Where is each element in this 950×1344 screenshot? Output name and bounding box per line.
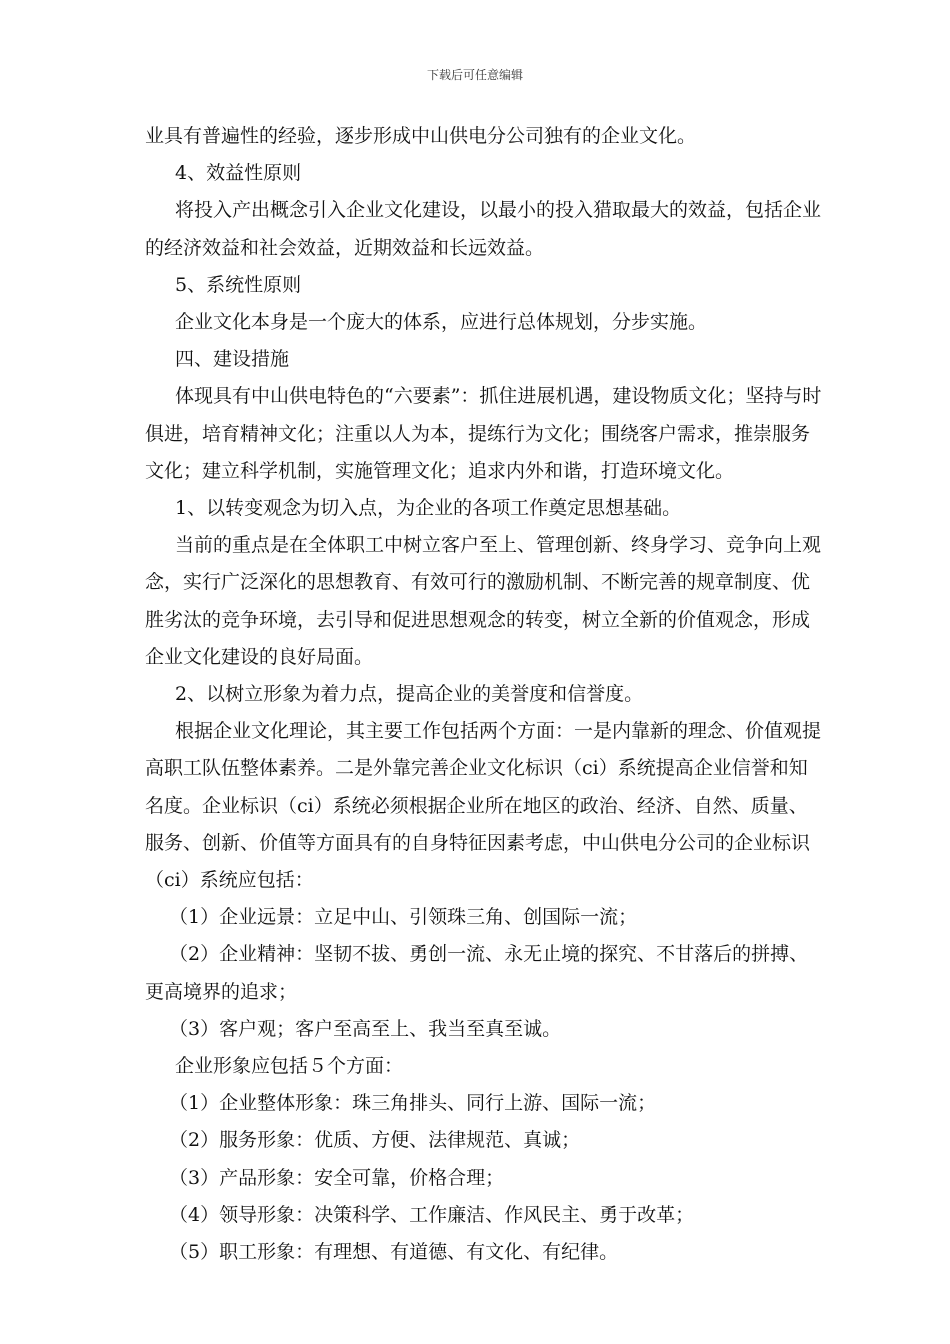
paragraph: 将投入产出概念引入企业文化建设，以最小的投入猎取最大的效益，包括企业的经济效益和社会效益，近期效益和长远效益。 — [145, 199, 822, 259]
paragraph: 企业形象应包括５个方面： — [175, 1055, 404, 1078]
paragraph: 企业文化本身是一个庞大的体系，应进行总体规划，分步实施。 — [175, 311, 708, 334]
list-item: （2）企业精神：坚韧不拔、勇创一流、永无止境的探究、不甘落后的拼搏、更高境界的追求； — [145, 943, 809, 1003]
section-heading: 1、以转变观念为切入点，为企业的各项工作奠定思想基础。 — [175, 497, 682, 520]
list-item: （5）职工形象：有理想、有道德、有文化、有纪律。 — [169, 1241, 619, 1264]
page-header: 下载后可任意编辑 — [426, 68, 523, 82]
document-body — [145, 118, 825, 1271]
section-heading: 2、以树立形象为着力点，提高企业的美誉度和信誉度。 — [175, 683, 644, 706]
list-item: （3）产品形象：安全可靠，价格合理； — [169, 1166, 505, 1189]
list-item: （4）领导形象：决策科学、工作廉洁、作风民主、勇于改革； — [169, 1203, 695, 1226]
section-heading: 5、系统性原则 — [175, 273, 302, 296]
paragraph: 业具有普遍性的经验，逐步形成中山供电分公司独有的企业文化。 — [145, 125, 697, 147]
paragraph: 体现具有中山供电特色的“六要素”：抓住进展机遇，建设物质文化；坚持与时俱进，培育精神文化；注重以人为本，提练行为文化；围绕客户需求，推崇服务文化；建立科学机制，实施管理文化；追求内外和谐，打造环境文化。 — [145, 385, 822, 482]
section-heading: 4、效益性原则 — [175, 162, 302, 185]
section-heading: 四、建设措施 — [175, 348, 290, 371]
list-item: （1）企业远景：立足中山、引领珠三角、创国际一流； — [169, 906, 638, 929]
list-item: （2）服务形象：优质、方便、法律规范、真诚； — [169, 1129, 581, 1152]
list-item: （1）企业整体形象：珠三角排头、同行上游、国际一流； — [169, 1092, 657, 1115]
paragraph: 当前的重点是在全体职工中树立客户至上、管理创新、终身学习、竞争向上观念，实行广泛深化的思想教育、有效可行的激励机制、不断完善的规章制度、优胜劣汰的竞争环境，去引导和促进思想观念的转变，树立全新的价值观念，形成企业文化建设的良好局面。 — [145, 534, 822, 668]
paragraph: 根据企业文化理论，其主要工作包括两个方面：一是内靠新的理念、价值观提高职工队伍整体素养。二是外靠完善企业文化标识（ci）系统提高企业信誉和知名度。企业标识（ci）系统必须根据企业所在地区的政治、经济、自然、质量、服务、创新、价值等方面具有的自身特征因素考虑，中山供电分公司的企业标识（ci）系统应包括： — [145, 720, 822, 892]
list-item: （3）客户观；客户至高至上、我当至真至诚。 — [169, 1017, 562, 1040]
